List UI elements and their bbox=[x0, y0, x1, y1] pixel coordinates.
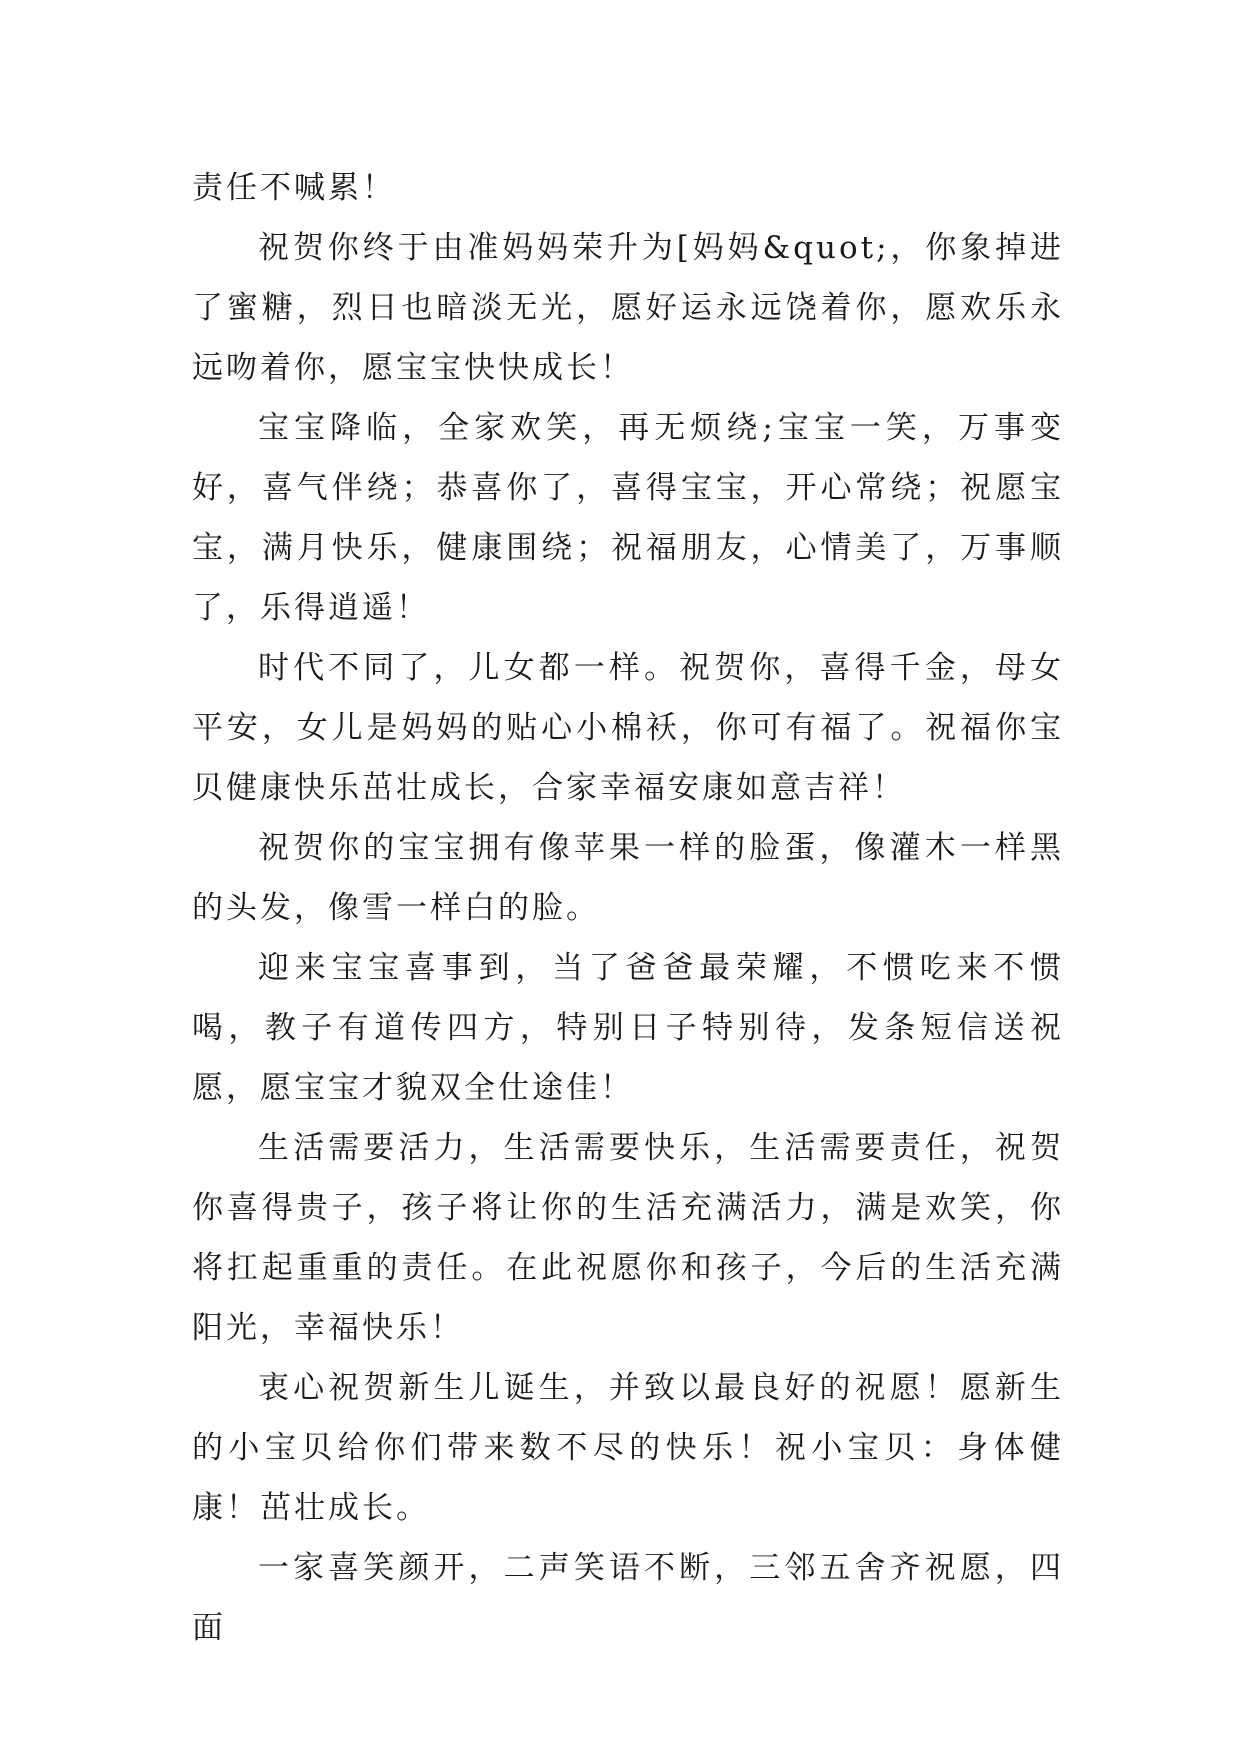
paragraph-9: 一家喜笑颜开，二声笑语不断，三邻五舍齐祝愿，四面 bbox=[192, 1550, 1064, 1646]
paragraph-2: 祝贺你终于由准妈妈荣升为[妈妈&quot;，你象掉进了蜜糖，烈日也暗淡无光，愿好运永远饶着你，愿欢乐永远吻着你，愿宝宝快快成长！ bbox=[192, 230, 1064, 386]
paragraph-3: 宝宝降临，全家欢笑，再无烦绕;宝宝一笑，万事变好，喜气伴绕；恭喜你了，喜得宝宝，开心常绕；祝愿宝宝，满月快乐，健康围绕；祝福朋友，心情美了，万事顺了，乐得逍遥！ bbox=[192, 410, 1064, 626]
paragraph-6: 迎来宝宝喜事到，当了爸爸最荣耀，不惯吃来不惯喝，教子有道传四方，特别日子特别待，发条短信送祝愿，愿宝宝才貌双全仕途佳！ bbox=[192, 950, 1064, 1106]
paragraph-4: 时代不同了，儿女都一样。祝贺你，喜得千金，母女平安，女儿是妈妈的贴心小棉袄，你可有福了。祝福你宝贝健康快乐茁壮成长，合家幸福安康如意吉祥！ bbox=[192, 650, 1064, 806]
document-body bbox=[192, 158, 1064, 1658]
paragraph-8: 衷心祝贺新生儿诞生，并致以最良好的祝愿！愿新生的小宝贝给你们带来数不尽的快乐！祝小宝贝：身体健康！茁壮成长。 bbox=[192, 1370, 1064, 1526]
paragraph-1: 责任不喊累！ bbox=[192, 170, 396, 206]
paragraph-7: 生活需要活力，生活需要快乐，生活需要责任，祝贺你喜得贵子，孩子将让你的生活充满活力，满是欢笑，你将扛起重重的责任。在此祝愿你和孩子，今后的生活充满阳光，幸福快乐！ bbox=[192, 1130, 1064, 1346]
paragraph-5: 祝贺你的宝宝拥有像苹果一样的脸蛋，像灌木一样黑的头发，像雪一样白的脸。 bbox=[192, 830, 1064, 926]
